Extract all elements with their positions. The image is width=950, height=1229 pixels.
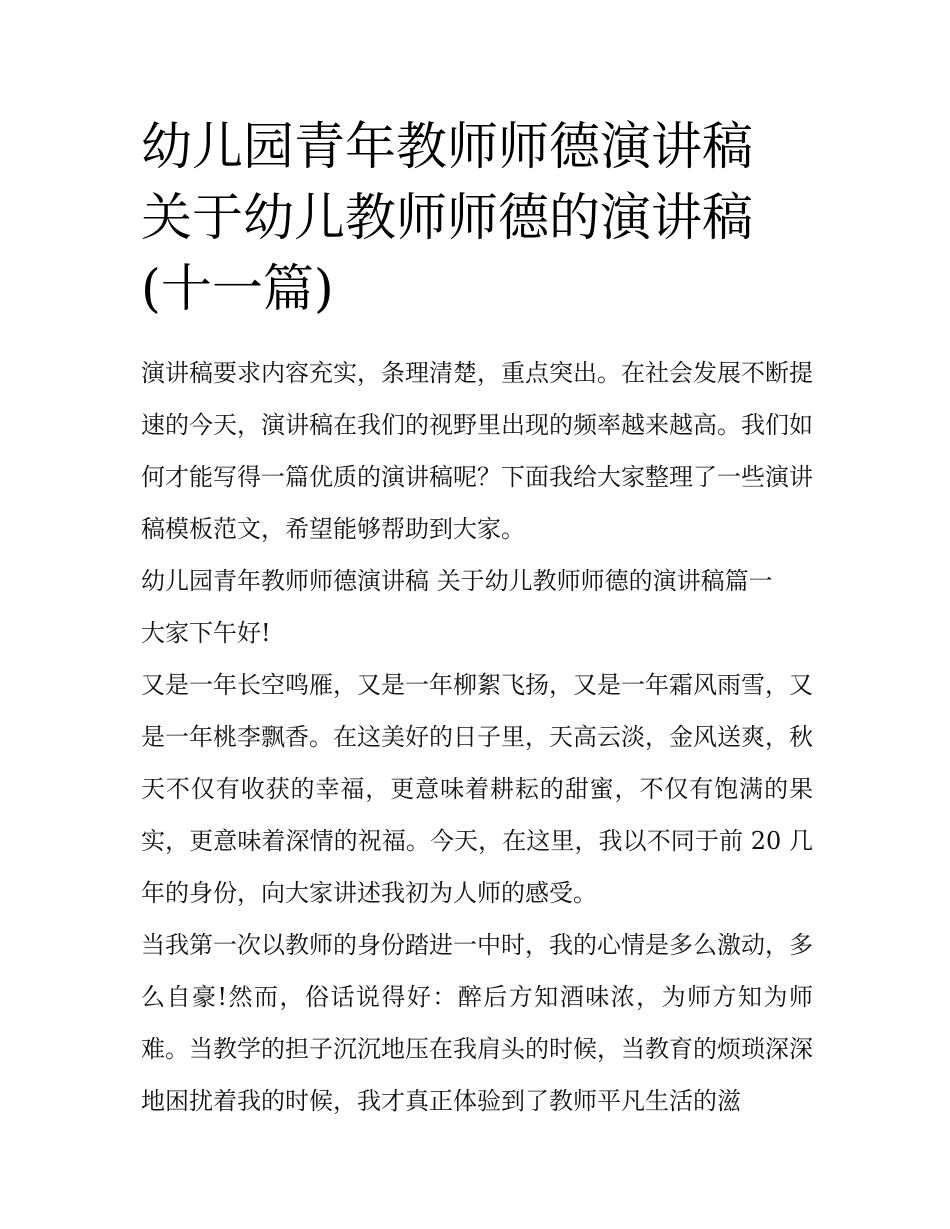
intro-paragraph: 演讲稿要求内容充实，条理清楚，重点突出。在社会发展不断提速的今天，演讲稿在我们的视野里出现的频率越来越高。我们如何才能写得一篇优质的演讲稿呢？下面我给大家整理了一些演讲稿模板范文，希望能够帮助到大家。 <box>141 359 813 543</box>
body-paragraph: 当我第一次以教师的身份踏进一中时，我的心情是多么激动，多么自豪!然而，俗话说得好：醉后方知酒味浓，为师方知为师难。当教学的担子沉沉地压在我肩头的时候，当教育的烦琐深深地困扰着我的时候，我才真正体验到了教师平凡生活的滋 <box>141 931 813 1115</box>
document-title: 幼儿园青年教师师德演讲稿 关于幼儿教师师德的演讲稿(十一篇) <box>141 118 754 319</box>
body-paragraph: 又是一年长空鸣雁，又是一年柳絮飞扬，又是一年霜风雨雪，又是一年桃李飘香。在这美好的日子里，天高云淡，金风送爽，秋天不仅有收获的幸福，更意味着耕耘的甜蜜，不仅有饱满的果实，更意味着深情的祝福。今天，在这里，我以不同于前 20 几年的身份，向大家讲述我初为人师的感受。 <box>141 671 813 907</box>
section-heading: 幼儿园青年教师师德演讲稿 关于幼儿教师师德的演讲稿篇一 <box>141 567 773 595</box>
document-page <box>141 112 813 1127</box>
document-body <box>141 347 813 1127</box>
greeting-paragraph: 大家下午好! <box>141 619 271 647</box>
